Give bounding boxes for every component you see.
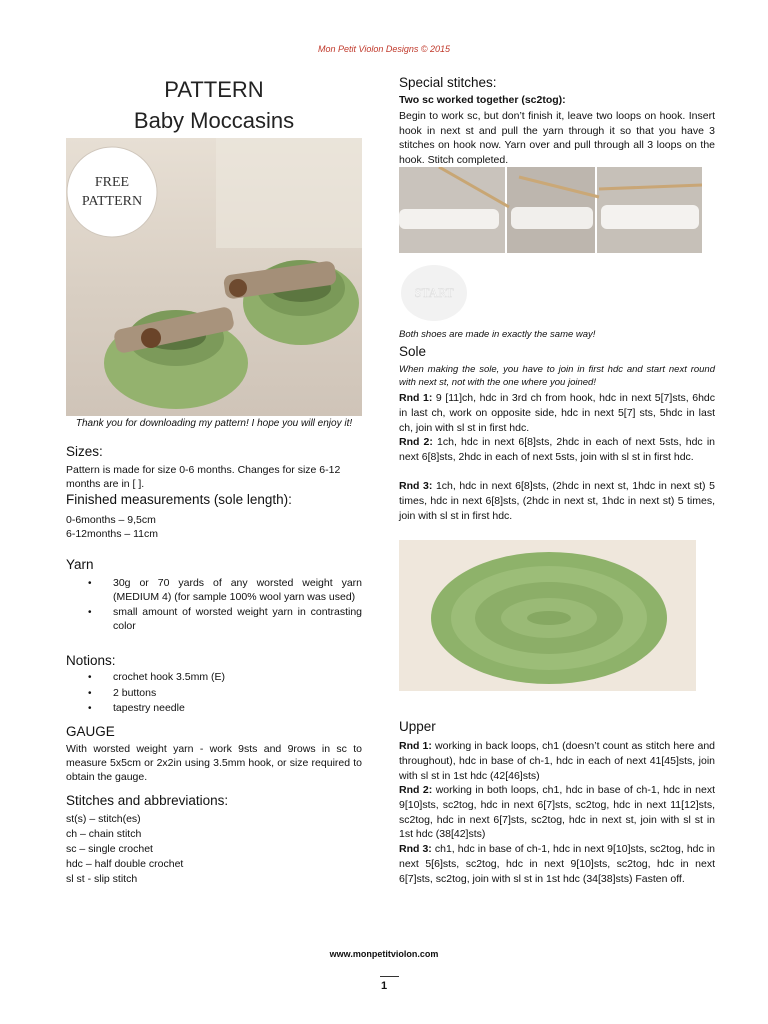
hero-caption: Thank you for downloading my pattern! I hope you will enjoy it! — [75, 418, 353, 429]
special-subheading: Two sc worked together (sc2tog): — [399, 94, 566, 106]
measurements-heading: Finished measurements (sole length): — [66, 492, 292, 507]
moccasins-image — [66, 138, 362, 416]
special-text: Begin to work sc, but don’t finish it, leave two loops on hook. Insert hook in next st and pull the yarn through it so that you have 3 stitches on hook now. Yarn over and pull through all 3 loops on the hook. Stitch completed. — [399, 110, 715, 166]
start-note: Both shoes are made in exactly the same way! — [399, 329, 596, 340]
upper-heading: Upper — [399, 719, 436, 734]
sizes-text: Pattern is made for size 0-6 months. Changes for size 6-12 months are in [ ]. — [66, 464, 341, 490]
notions-list — [66, 671, 362, 718]
yarn-list — [66, 577, 362, 635]
title-line1: PATTERN — [164, 77, 264, 102]
badge-line2: PATTERN — [81, 194, 143, 209]
upper-round-1: Rnd 1: working in back loops, ch1 (doesn’t count as stitch here and throughout), hdc in base of ch-1, hdc in each of next 41[45]sts, join with sl st in 1st hdc (42[46]sts) — [399, 740, 715, 782]
sc2tog-photo-strip — [399, 167, 702, 253]
upper-round-2: Rnd 2: working in both loops, ch1, hdc in base of ch-1, hdc in next 9[10]sts, sc2tog, hdc in next 6[7]sts, sc2tog, hdc in next 11[12]sts, sc2tog, hdc in next 6[7]sts, sc2tog, hdc in next st, join with sl st in 1st hdc (38[42]sts) — [399, 784, 716, 841]
gauge-heading: GAUGE — [66, 724, 115, 739]
gauge-text: With worsted weight yarn - work 9sts and 9rows in sc to measure 5x5cm or 2x2in using 3.5mm hook, or size required to obtain the gauge. — [66, 743, 362, 783]
yarn-heading: Yarn — [66, 557, 94, 572]
abbrev-line: st(s) – stitch(es) — [66, 813, 141, 825]
footer-divider — [380, 976, 399, 977]
title-line2: Baby Moccasins — [133, 108, 295, 133]
yarn-item: • small amount of worsted weight yarn in contrasting color — [66, 606, 362, 633]
upper-round-3: Rnd 3: ch1, hdc in base of ch-1, hdc in next 9[10]sts, sc2tog, hdc in next 5[6]sts, sc2tog, hdc in next 9[10]sts, sc2tog, hdc in next 6[7]sts, sc2tog, join with sl st in 1st hdc (34[38]sts) Fasten off. — [399, 843, 715, 885]
sole-heading: Sole — [399, 344, 427, 359]
abbrev-line: sc – single crochet — [66, 843, 153, 855]
sizes-heading: Sizes: — [66, 444, 103, 459]
abbrev-line: sl st - slip stitch — [66, 873, 138, 885]
sole-round-2: Rnd 2: 1ch, hdc in next 6[8]sts, 2hdc in each of next 5sts, hdc in next 6[8]sts, 2hdc in each of next 5sts, join with sl st in first hdc. — [399, 436, 715, 463]
sole-round-1: Rnd 1: 9 [11]ch, hdc in 3rd ch from hook, hdc in next 5[7]sts, 6hdc in last ch, work on opposite side, hdc in next 5[7] sts, 5hdc in last ch, join with sl st in first hdc. — [399, 392, 715, 434]
measurement-line-1: 6-12months – 11cm — [66, 528, 159, 540]
abbrev-line: hdc – half double crochet — [66, 858, 184, 870]
header-note: Mon Petit Violon Designs © 2015 — [317, 44, 451, 54]
page-number: 1 — [380, 980, 388, 992]
sole-photo — [399, 540, 696, 691]
free-pattern-badge — [67, 147, 157, 237]
special-heading: Special stitches: — [399, 75, 497, 90]
abbrev-heading: Stitches and abbreviations: — [66, 793, 229, 808]
sole-note: When making the sole, you have to join in first hdc and start next round with next st, not with the one where you joined! — [399, 364, 715, 388]
notions-item: • crochet hook 3.5mm (E) — [66, 671, 362, 685]
badge-line1: FREE — [94, 175, 130, 190]
footer-url[interactable]: www.monpetitviolon.com — [329, 949, 439, 959]
notions-item: • 2 buttons — [66, 687, 362, 701]
abbrev-line: ch – chain stitch — [66, 828, 142, 840]
sole-round-3: Rnd 3: 1ch, hdc in next 6[8]sts, (2hdc in next st, 1hdc in next st) 5 times, hdc in next 6[8]sts, (2hdc in next st, 1hdc in next st) 5 times, join with sl st in first hdc. — [399, 480, 715, 522]
start-label: START — [414, 285, 454, 300]
sc2tog-photos — [399, 167, 702, 253]
yarn-item: • 30g or 70 yards of any worsted weight yarn (MEDIUM 4) (for sample 100% wool yarn was used) — [66, 577, 362, 604]
notions-item: • tapestry needle — [66, 702, 362, 716]
start-badge — [399, 263, 469, 323]
measurement-line-0: 0-6months – 9,5cm — [66, 514, 156, 526]
hero-photo — [66, 138, 362, 416]
notions-heading: Notions: — [66, 653, 116, 668]
